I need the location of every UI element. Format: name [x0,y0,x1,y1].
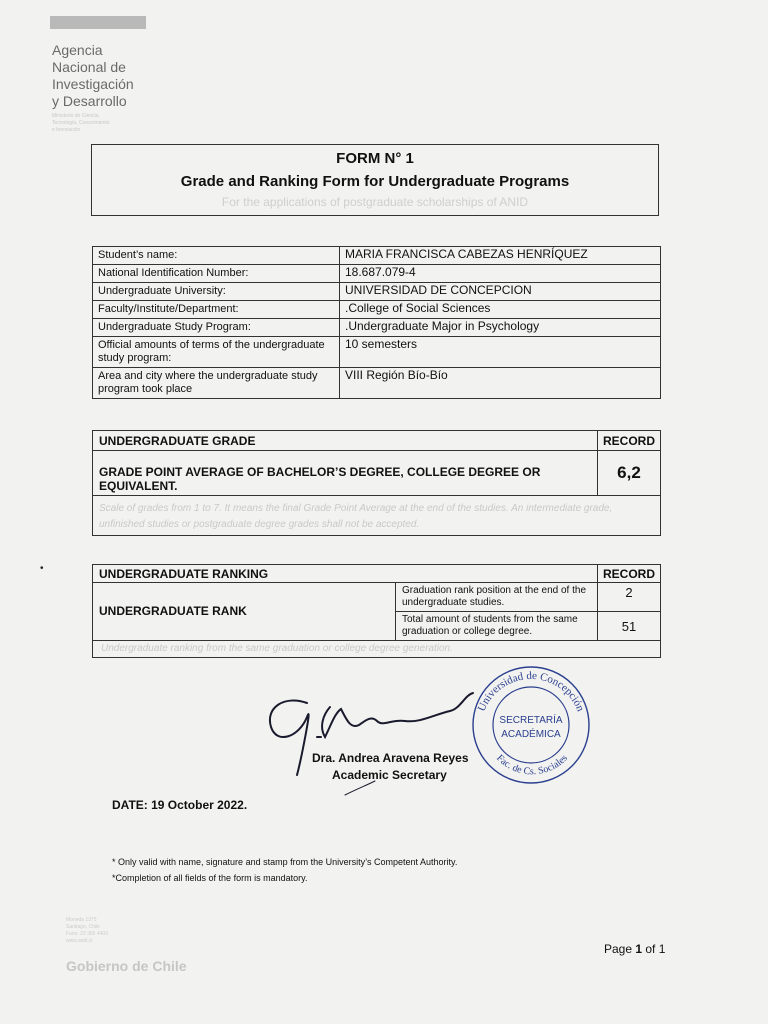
table-row [93,247,661,265]
svg-text:Universidad de Concepción [476,670,587,714]
row-label: Undergraduate Study Program: [93,319,340,337]
page-mid: of [642,942,659,956]
document-date: DATE: 19 October 2022. [112,798,248,812]
agency-line: Nacional de [52,59,126,75]
signatory-name: Dra. Andrea Aravena Reyes [312,751,469,765]
table-row [93,265,661,283]
agency-line: Investigación [52,76,134,92]
header-redacted-bar [50,16,146,29]
row-value: UNIVERSIDAD DE CONCEPCION [340,283,661,301]
footer-line: Santiago, Chile [66,924,100,930]
page-number [604,942,665,956]
footer-line: Fono: 22 365 4400 [66,931,108,937]
ranking-header: UNDERGRADUATE RANKING [93,565,598,583]
ranking-section [92,564,661,658]
footer-address [66,917,108,945]
row-value: 18.687.079-4 [340,265,661,283]
form-subtitle: For the applications of postgraduate scholarships of ANID [221,195,529,209]
row-value: MARIA FRANCISCA CABEZAS HENRÍQUEZ [340,247,661,265]
agency-sub-line: Ministerio de Ciencia, [52,113,100,119]
page-total: 1 [658,942,666,956]
agency-sub-line: e Innovación [52,127,81,133]
table-row [93,283,661,301]
page-prefix: Page [604,942,636,956]
rank-position-label: Graduation rank position at the end of the undergraduate studies. [396,583,598,612]
table-row [93,337,661,368]
row-value: .College of Social Sciences [340,301,661,319]
signatory-role: Academic Secretary [332,768,447,782]
stamp-ring-bottom: Fac. de Cs. Sociales [494,752,570,778]
grade-header: UNDERGRADUATE GRADE [93,431,598,451]
row-value: VIII Región Bío-Bío [340,368,661,399]
row-label: Student’s name: [93,247,340,265]
footer-line: www.anid.cl [66,938,93,944]
table-row [93,368,661,399]
form-title: Grade and Ranking Form for Undergraduate Programs [180,173,570,190]
agency-sub-line: Tecnología, Conocimiento [52,120,110,126]
student-info-table [92,246,661,399]
agency-subtext [52,113,110,134]
agency-line: Agencia [52,42,103,58]
ranking-label: UNDERGRADUATE RANK [93,583,396,641]
footnotes [112,854,457,886]
stamp-center-1: SECRETARÍA [499,715,563,726]
form-number: FORM N° 1 [336,150,414,167]
row-label: National Identification Number: [93,265,340,283]
grade-section [92,430,661,536]
grade-label: GRADE POINT AVERAGE OF BACHELOR’S DEGREE, COLLEGE DEGREE OR EQUIVALENT. [93,451,598,496]
grade-record-header: RECORD [598,431,660,451]
grade-value: 6,2 [598,451,660,496]
agency-line: y Desarrollo [52,93,127,109]
gobierno-logo-text: Gobierno de Chile [66,958,187,974]
table-row [93,319,661,337]
signatory-block [312,750,469,784]
margin-mark: • [40,563,44,574]
row-label: Undergraduate University: [93,283,340,301]
rank-total-label: Total amount of students from the same graduation or college degree. [396,612,598,641]
footer-line: Moneda 1375 [66,917,97,923]
ranking-record-header: RECORD [598,565,660,583]
row-label: Faculty/Institute/Department: [93,301,340,319]
university-stamp [473,667,589,783]
form-title-box [91,144,659,216]
rank-total-value: 51 [598,612,660,641]
row-value: .Undergraduate Major in Psychology [340,319,661,337]
rank-position-value: 2 [598,583,660,612]
page-current: 1 [635,942,643,956]
grade-note: Scale of grades from 1 to 7. It means the final Grade Point Average at the end of the studies. An intermediate grade, unfinished studies or postgraduate degree grades shall not be accepted. [99,503,613,530]
footnote: *Completion of all fields of the form is mandatory. [112,873,308,883]
footnote: * Only valid with name, signature and stamp from the University’s Competent Authority. [112,857,458,867]
stamp-center-2: ACADÉMICA [501,729,561,740]
svg-text:Fac. de Cs. Sociales [494,753,570,778]
agency-logo-text [52,42,134,110]
stamp-ring-top: Universidad de Concepción [475,669,587,714]
table-row [93,301,661,319]
ranking-note: Undergraduate ranking from the same graduation or college degree generation. [101,643,453,654]
row-label: Area and city where the undergraduate study program took place [93,368,340,399]
row-label: Official amounts of terms of the undergraduate study program: [93,337,340,368]
row-value: 10 semesters [340,337,661,368]
